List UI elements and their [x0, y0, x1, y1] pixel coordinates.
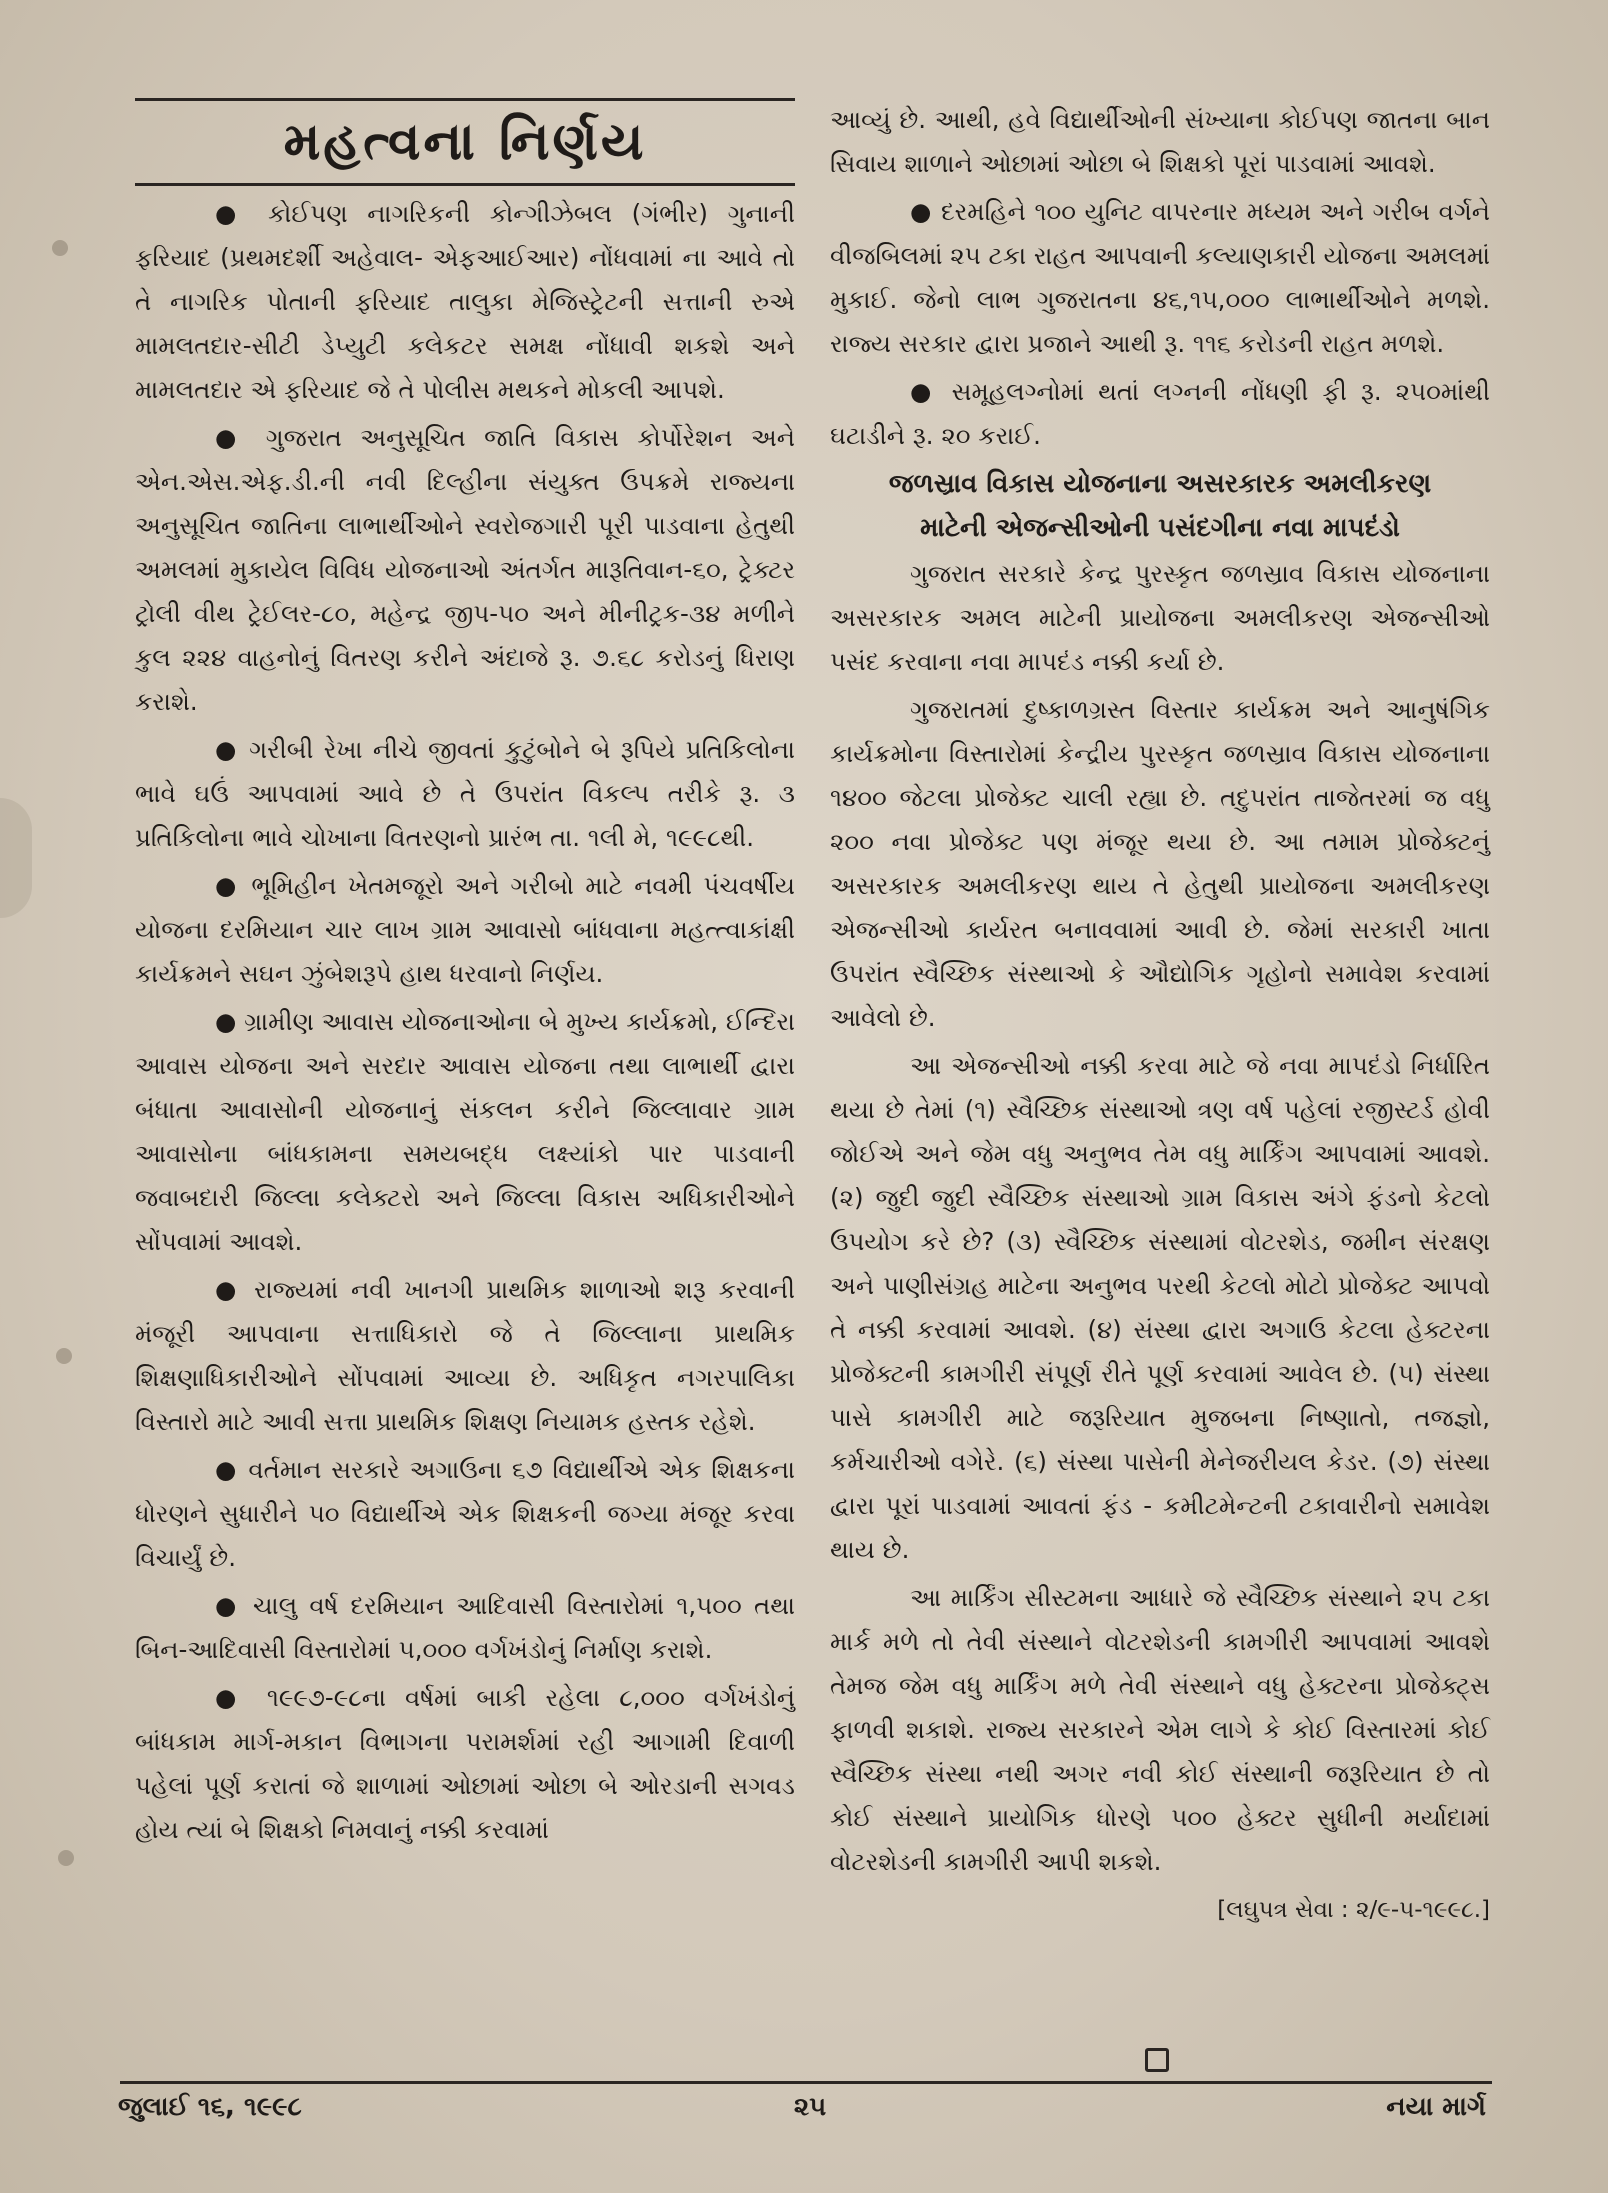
page-title: મહત્વના નિર્ણય: [283, 112, 647, 172]
left-column: [135, 98, 795, 1856]
article-paragraph: ગુજરાતમાં દુષ્કાળગ્રસ્ત વિસ્તાર કાર્યક્રમ અને આનુષંગિક કાર્યક્રમોના વિસ્તારોમાં કેન્દ્રીય પુરસ્કૃત જળસ્રાવ વિકાસ યોજનાના ૧૪૦૦ જેટલા પ્રોજેક્ટ ચાલી રહ્યા છે. તદુપરાંત તાજેતરમાં જ વધુ ૨૦૦ નવા પ્રોજેક્ટ પણ મંજૂર થયા છે. આ તમામ પ્રોજેક્ટનું અસરકારક અમલીકરણ થાય તે હેતુથી પ્રાયોજના અમલીકરણ એજન્સીઓ કાર્યરત બનાવવામાં આવી છે. જેમાં સરકારી ખાતા ઉપરાંત સ્વૈચ્છિક સંસ્થાઓ કે ઔદ્યોગિક ગૃહોનો સમાવેશ કરવામાં આવેલો છે.: [830, 695, 1490, 1032]
section-heading-line: જળસ્રાવ વિકાસ યોજનાના અસરકારક અમલીકરણ: [888, 469, 1432, 499]
article-paragraph: ગુજરાત સરકારે કેન્દ્ર પુરસ્કૃત જળસ્રાવ વિકાસ યોજનાના અસરકારક અમલ માટેની પ્રાયોજના અમલીકરણ એજન્સીઓ પસંદ કરવાના નવા માપદંડ નક્કી કર્યા છે.: [830, 559, 1490, 676]
footer-divider: [120, 2081, 1492, 2084]
news-item: ● ચાલુ વર્ષ દરમિયાન આદિવાસી વિસ્તારોમાં ૧,૫૦૦ તથા બિન-આદિવાસી વિસ્તારોમાં ૫,૦૦૦ વર્ગખંડોનું નિર્માણ કરાશે.: [135, 1584, 795, 1672]
end-of-article-mark: [1145, 2048, 1169, 2072]
news-item: ● રાજ્યમાં નવી ખાનગી પ્રાથમિક શાળાઓ શરૂ કરવાની મંજૂરી આપવાના સત્તાધિકારો જે તે જિલ્લાના પ્રાથમિક શિક્ષણાધિકારીઓને સોંપવામાં આવ્યા છે. અધિકૃત નગરપાલિકા વિસ્તારો માટે આવી સત્તા પ્રાથમિક શિક્ષણ નિયામક હસ્તક રહેશે.: [135, 1268, 795, 1444]
section-heading-line: માટેની એજન્સીઓની પસંદગીના નવા માપદંડો: [920, 513, 1400, 543]
staple-hole: [56, 1348, 72, 1364]
continued-paragraph: આવ્યું છે. આથી, હવે વિદ્યાર્થીઓની સંખ્યાના કોઈપણ જાતના બાન સિવાય શાળાને ઓછામાં ઓછા બે શિક્ષકો પૂરાં પાડવામાં આવશે.: [830, 105, 1490, 178]
publication-name: નયા માર્ગ: [1386, 2092, 1486, 2122]
source-credit: [લઘુપત્ર સેવા : ૨/૯-૫-૧૯૯૮.]: [1217, 1897, 1490, 1923]
news-item: ● ગરીબી રેખા નીચે જીવતાં કુટુંબોને બે રૂપિયે પ્રતિકિલોના ભાવે ઘઉં આપવામાં આવે છે તે ઉપરાંત વિકલ્પ તરીકે રૂ. ૩ પ્રતિકિલોના ભાવે ચોખાના વિતરણનો પ્રારંભ તા. ૧લી મે, ૧૯૯૮થી.: [135, 728, 795, 860]
staple-hole: [58, 1850, 74, 1866]
news-item: ● ગુજરાત અનુસૂચિત જાતિ વિકાસ કોર્પોરેશન અને એન.એસ.એફ.ડી.ની નવી દિલ્હીના સંયુક્ત ઉપક્રમે રાજ્યના અનુસૂચિત જાતિના લાભાર્થીઓને સ્વરોજગારી પૂરી પાડવાના હેતુથી અમલમાં મુકાયેલ વિવિધ યોજનાઓ અંતર્ગત મારૂતિવાન-૬૦, ટ્રેક્ટર ટ્રોલી વીથ ટ્રેઈલર-૮૦, મહેન્દ્ર જીપ-૫૦ અને મીનીટ્રક-૩૪ મળીને કુલ ૨૨૪ વાહનોનું વિતરણ કરીને અંદાજે રૂ. ૭.૬૮ કરોડનું ધિરાણ કરાશે.: [135, 416, 795, 724]
news-item: ● ગ્રામીણ આવાસ યોજનાઓના બે મુખ્ય કાર્યક્રમો, ઈન્દિરા આવાસ યોજના અને સરદાર આવાસ યોજના તથા લાભાર્થી દ્વારા બંધાતા આવાસોની યોજનાનું સંકલન કરીને જિલ્લાવાર ગ્રામ આવાસોના બાંધકામના સમયબદ્ધ લક્ષ્યાંકો પાર પાડવાની જવાબદારી જિલ્લા કલેક્ટરો અને જિલ્લા વિકાસ અધિકારીઓને સોંપવામાં આવશે.: [135, 1000, 795, 1264]
title-banner: [135, 98, 795, 186]
news-item: ● સમૂહલગ્નોમાં થતાં લગ્નની નોંધણી ફી રૂ. ૨૫૦માંથી ઘટાડીને રૂ. ૨૦ કરાઈ.: [830, 370, 1490, 458]
news-item: ● કોઈપણ નાગરિકની કોન્ગીઝેબલ (ગંભીર) ગુનાની ફરિયાદ (પ્રથમદર્શી અહેવાલ- એફઆઈઆર) નોંધવામાં ના આવે તો તે નાગરિક પોતાની ફરિયાદ તાલુકા મેજિસ્ટ્રેટની સત્તાની રુએ મામલતદાર-સીટી ડેપ્યુટી કલેકટર સમક્ષ નોંધાવી શકશે અને મામલતદાર એ ફરિયાદ જે તે પોલીસ મથકને મોકલી આપશે.: [135, 192, 795, 412]
page-number: ૨૫: [793, 2092, 827, 2122]
news-item: ● ૧૯૯૭-૯૮ના વર્ષમાં બાકી રહેલા ૮,૦૦૦ વર્ગખંડોનું બાંધકામ માર્ગ-મકાન વિભાગના પરામર્શમાં રહી આગામી દિવાળી પહેલાં પૂર્ણ કરાતાં જે શાળામાં ઓછામાં ઓછા બે ઓરડાની સગવડ હોય ત્યાં બે શિક્ષકો નિમવાનું નક્કી કરવામાં: [135, 1676, 795, 1852]
section-heading: [830, 462, 1490, 550]
article-paragraph: આ માર્કિંગ સીસ્ટમના આધારે જે સ્વૈચ્છિક સંસ્થાને ૨૫ ટકા માર્ક મળે તો તેવી સંસ્થાને વોટરશેડની કામગીરી આપવામાં આવશે તેમજ જેમ વધુ માર્કિંગ મળે તેવી સંસ્થાને વધુ હેક્ટરના પ્રોજેક્ટ્સ ફાળવી શકાશે. રાજ્ય સરકારને એમ લાગે કે કોઈ વિસ્તારમાં કોઈ સ્વૈચ્છિક સંસ્થા નથી અગર નવી કોઈ સંસ્થાની જરૂરિયાત છે તો કોઈ સંસ્થાને પ્રાયોગિક ધોરણે ૫૦૦ હેક્ટર સુધીની મર્યાદામાં વોટરશેડની કામગીરી આપી શકશે.: [830, 1583, 1490, 1876]
issue-date: જુલાઈ ૧૬, ૧૯૯૮: [118, 2092, 302, 2122]
news-item: ● વર્તમાન સરકારે અગાઉના ૬૭ વિદ્યાર્થીએ એક શિક્ષકના ધોરણને સુધારીને ૫૦ વિદ્યાર્થીએ એક શિક્ષકની જગ્યા મંજૂર કરવા વિચાર્યું છે.: [135, 1448, 795, 1580]
right-column: [830, 98, 1490, 1932]
torn-edge: [0, 798, 32, 918]
article-paragraph: આ એજન્સીઓ નક્કી કરવા માટે જે નવા માપદંડો નિર્ધારિત થયા છે તેમાં (૧) સ્વૈચ્છિક સંસ્થાઓ ત્રણ વર્ષ પહેલાં રજીસ્ટર્ડ હોવી જોઈએ અને જેમ વધુ અનુભવ તેમ વધુ માર્કિંગ આપવામાં આવશે. (૨) જુદી જુદી સ્વૈચ્છિક સંસ્થાઓ ગ્રામ વિકાસ અંગે ફંડનો કેટલો ઉપયોગ કરે છે? (૩) સ્વૈચ્છિક સંસ્થામાં વોટરશેડ, જમીન સંરક્ષણ અને પાણીસંગ્રહ માટેના અનુભવ પરથી કેટલો મોટો પ્રોજેક્ટ આપવો તે નક્કી કરવામાં આવશે. (૪) સંસ્થા દ્વારા અગાઉ કેટલા હેક્ટરના પ્રોજેક્ટની કામગીરી સંપૂર્ણ રીતે પૂર્ણ કરવામાં આવેલ છે. (૫) સંસ્થા પાસે કામગીરી માટે જરૂરિયાત મુજબના નિષ્ણાતો, તજજ્ઞો, કર્મચારીઓ વગેરે. (૬) સંસ્થા પાસેની મેનેજરીયલ કેડર. (૭) સંસ્થા દ્વારા પૂરાં પાડવામાં આવતાં ફંડ - કમીટમેન્ટની ટકાવારીનો સમાવેશ થાય છે.: [830, 1051, 1490, 1564]
news-item: ● દરમહિને ૧૦૦ યુનિટ વાપરનાર મધ્યમ અને ગરીબ વર્ગને વીજબિલમાં ૨૫ ટકા રાહત આપવાની કલ્યાણકારી યોજના અમલમાં મુકાઈ. જેનો લાભ ગુજરાતના ૪૬,૧૫,૦૦૦ લાભાર્થીઓને મળશે. રાજ્ય સરકાર દ્વારા પ્રજાને આથી રૂ. ૧૧૬ કરોડની રાહત મળશે.: [830, 190, 1490, 366]
staple-hole: [52, 240, 68, 256]
news-item: ● ભૂમિહીન ખેતમજૂરો અને ગરીબો માટે નવમી પંચવર્ષીય યોજના દરમિયાન ચાર લાખ ગ્રામ આવાસો બાંધવાના મહત્ત્વાકાંક્ષી કાર્યક્રમને સઘન ઝુંબેશરૂપે હાથ ધરવાનો નિર્ણય.: [135, 864, 795, 996]
